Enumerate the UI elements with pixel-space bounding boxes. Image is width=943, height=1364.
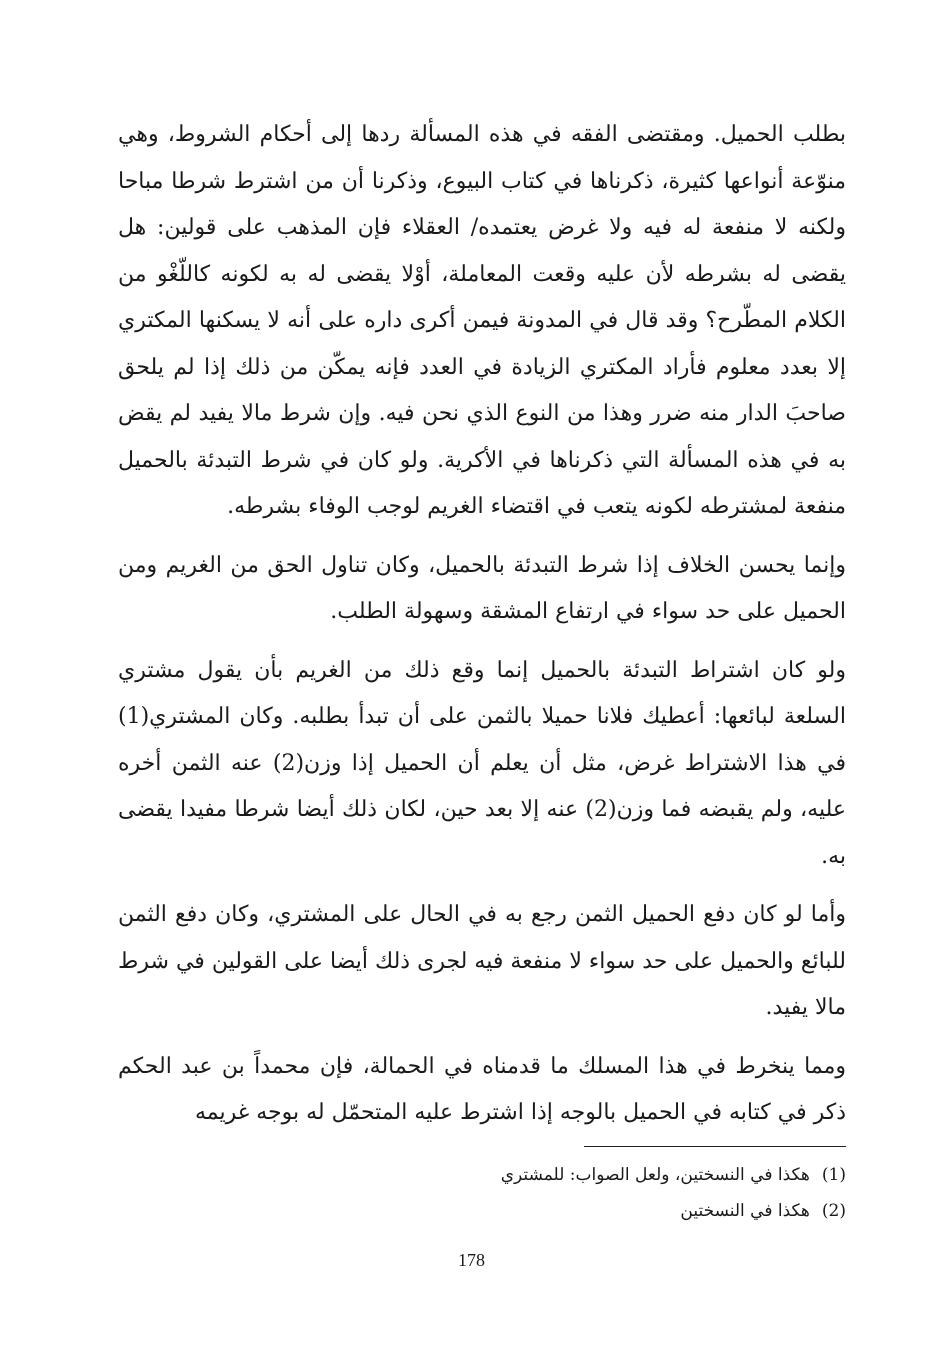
footnotes (118, 1146, 846, 1229)
page-number: 178 (458, 1250, 485, 1270)
footnote-number: (2) (821, 1201, 846, 1221)
footnote-divider (584, 1146, 846, 1147)
footnote-text: هكذا في النسختين، ولعل الصواب: للمشتري (500, 1165, 810, 1185)
footnote-2 (118, 1193, 846, 1229)
paragraph-3: ولو كان اشتراط التبدئة بالحميل إنما وقع ذلك من الغريم بأن يقول مشتري السلعة لبائعها: أعطيك فلانا حميلا بالثمن على أن تبدأ بطلبه. وكان المشتري(1) في هذا الاشتراط غرض، مثل أن يعلم أن الحميل إذا وزن(2) عنه الثمن أخره عليه، ولم يقبضه فما وزن(2) عنه إلا بعد حين، لكان ذلك أيضا شرطا مفيدا يقضى به. (118, 657, 846, 869)
paragraph-4: وأما لو كان دفع الحميل الثمن رجع به في الحال على المشتري، وكان دفع الثمن للبائع والحميل على حد سواء لا منفعة فيه لجرى ذلك أيضا على القولين في شرط مالا يفيد. (118, 902, 846, 1020)
footnote-number: (1) (821, 1165, 846, 1185)
paragraph-2: وإنما يحسن الخلاف إذا شرط التبدئة بالحميل، وكان تناول الحق من الغريم ومن الحميل على حد سواء في ارتفاع المشقة وسهولة الطلب. (118, 552, 846, 624)
main-text (118, 112, 846, 1137)
footnote-text: هكذا في النسختين (680, 1201, 810, 1221)
paragraph-1: بطلب الحميل. ومقتضى الفقه في هذه المسألة ردها إلى أحكام الشروط، وهي منوّعة أنواعها كثيرة، ذكرناها في كتاب البيوع، وذكرنا أن من اشترط شرطا مباحا ولكنه لا منفعة له فيه ولا غرض يعتمده/ العقلاء فإن المذهب على قولين: هل يقضى له بشرطه لأن عليه وقعت المعاملة، أوْلا يقضى له به لكونه كاللّغْو من الكلام المطّرح؟ وقد قال في المدونة فيمن أكرى داره على أنه لا يسكنها المكتري إلا بعدد معلوم فأراد المكتري الزيادة في العدد فإنه يمكّن من ذلك إذا لم يلحق صاحبَ الدار منه ضرر وهذا من النوع الذي نحن فيه. وإن شرط مالا يفيد لم يقض به في هذه المسألة التي ذكرناها في الأكرية. ولو كان في شرط التبدئة بالحميل منفعة لمشترطه لكونه يتعب في اقتضاء الغريم لوجب الوفاء بشرطه. (118, 122, 846, 519)
paragraph-5: ومما ينخرط في هذا المسلك ما قدمناه في الحمالة، فإن محمداً بن عبد الحكم ذكر في كتابه في الحميل بالوجه إذا اشترط عليه المتحمّل له بوجه غريمه (118, 1053, 846, 1125)
footnote-1 (118, 1157, 846, 1193)
